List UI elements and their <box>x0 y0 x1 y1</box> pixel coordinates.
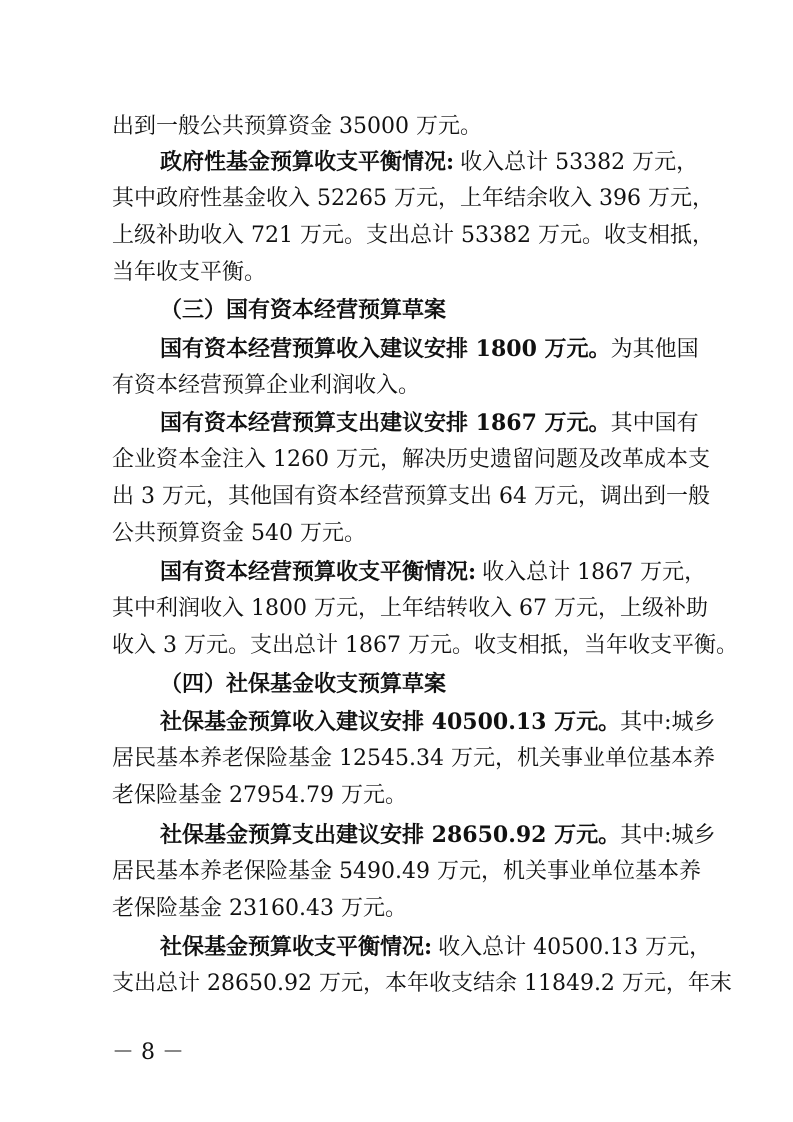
text-line: 老保险基金 23160.43 万元。 <box>112 896 407 921</box>
paragraph-line <box>160 333 699 365</box>
text-run: 其中:城乡 <box>620 710 716 735</box>
text-run: 其中国有 <box>610 411 699 436</box>
text-line: 收入 3 万元。支出总计 1867 万元。收支相抵，当年收支平衡。 <box>112 633 738 658</box>
text-line: 上级补助收入 721 万元。支出总计 53382 万元。收支相抵， <box>112 223 714 248</box>
bold-lead: 国有资本经营预算收入建议安排 1800 万元。 <box>160 336 611 362</box>
bold-lead: 国有资本经营预算支出建议安排 1867 万元。 <box>160 410 611 436</box>
bold-lead: 政府性基金预算收支平衡情况: <box>160 149 455 175</box>
text-line: 企业资本金注入 1260 万元，解决历史遗留问题及改革成本支 <box>112 447 710 472</box>
paragraph-line <box>160 706 716 738</box>
text-line: 当年收支平衡。 <box>112 260 267 285</box>
paragraph-line <box>160 931 711 963</box>
bold-lead: 社保基金预算收支平衡情况: <box>160 934 433 960</box>
text-line: 其中政府性基金收入 52265 万元，上年结余收入 396 万元， <box>112 186 714 211</box>
paragraph-line <box>160 407 699 439</box>
text-line: 出 3 万元，其他国有资本经营预算支出 64 万元，调出到一般 <box>112 484 710 509</box>
text-line: 支出总计 28650.92 万元，本年收支结余 11849.2 万元，年末 <box>112 971 732 996</box>
paragraph-line <box>160 819 716 851</box>
text-line: 有资本经营预算企业利润收入。 <box>112 373 421 398</box>
text-run: 收入总计 53382 万元， <box>460 150 699 175</box>
page-number: － 8 － <box>112 1040 184 1065</box>
paragraph-line <box>160 556 706 588</box>
section-heading-3: （三）国有资本经营预算草案 <box>160 297 447 323</box>
text-line: 老保险基金 27954.79 万元。 <box>112 783 407 808</box>
text-line: 出到一般公共预算资金 35000 万元。 <box>112 114 482 139</box>
text-line: 其中利润收入 1800 万元，上年结转收入 67 万元，上级补助 <box>112 596 708 621</box>
bold-lead: 社保基金预算收入建议安排 40500.13 万元。 <box>160 709 621 735</box>
bold-lead: 国有资本经营预算收支平衡情况: <box>160 559 477 585</box>
text-run: 为其他国 <box>610 337 699 362</box>
text-line: 居民基本养老保险基金 5490.49 万元，机关事业单位基本养 <box>112 859 701 884</box>
bold-lead: 社保基金预算支出建议安排 28650.92 万元。 <box>160 822 621 848</box>
text-line: 居民基本养老保险基金 12545.34 万元，机关事业单位基本养 <box>112 746 715 771</box>
text-run: 收入总计 1867 万元， <box>482 560 707 585</box>
text-run: 其中:城乡 <box>620 823 716 848</box>
text-run: 收入总计 40500.13 万元， <box>438 935 712 960</box>
paragraph-line <box>160 146 698 178</box>
text-line: 公共预算资金 540 万元。 <box>112 521 366 546</box>
section-heading-4: （四）社保基金收支预算草案 <box>160 671 447 697</box>
